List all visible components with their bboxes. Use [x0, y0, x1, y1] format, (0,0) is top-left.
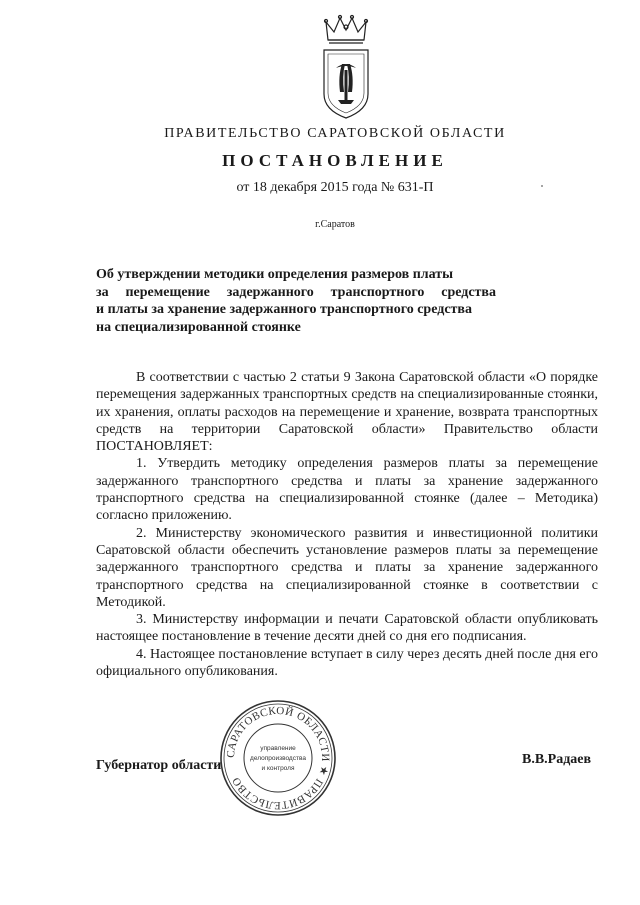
signatory-name: В.В.Радаев	[522, 752, 592, 767]
signatory-position: Губернатор области	[96, 758, 222, 773]
stamp-center-line: и контроля	[261, 765, 295, 772]
resolution-item: 3. Министерству информации и печати Саратовской области опубликовать настоящее постановление в течение десяти дней со дня его подписания.	[96, 612, 598, 645]
stamp-center-line: делопроизводства	[250, 755, 306, 762]
document-type-title: ПОСТАНОВЛЕНИЕ	[222, 151, 448, 170]
subject-line: за перемещение задержанного транспортного средства	[96, 284, 496, 300]
resolution-item: 1. Утвердить методику определения размеров платы за перемещение задержанного транспортного средства и платы за хранение задержанного транспортного средства на специализированной стоянке (далее – Методика) согласно приложению.	[96, 456, 598, 524]
document-subject	[96, 266, 496, 336]
scan-speck	[541, 185, 543, 187]
government-name: ПРАВИТЕЛЬСТВО САРАТОВСКОЙ ОБЛАСТИ	[164, 126, 506, 141]
stamp-ring-text: САРАТОВСКОЙ ОБЛАСТИ ★ ПРАВИТЕЛЬСТВО	[224, 704, 332, 812]
preamble-paragraph: В соответствии с частью 2 статьи 9 Закона Саратовской области «О порядке перемещения задержанных транспортных средств на специализированные стоянки, их хранения, оплаты расходов на перемещение и хранение, возврата транспортных средств на территории Саратовской области» Правительство области ПОСТАНОВЛЯЕТ:	[96, 370, 598, 455]
subject-line: и платы за хранение задержанного транспортного средства	[96, 302, 472, 317]
stamp-center-line: управление	[260, 745, 296, 752]
document-date-number: от 18 декабря 2015 года № 631-П	[236, 180, 434, 195]
subject-line: на специализированной стоянке	[96, 319, 301, 335]
resolution-item: 4. Настоящее постановление вступает в силу через десять дней после дня его официального опубликования.	[96, 646, 598, 680]
coat-of-arms-icon	[318, 12, 374, 122]
official-stamp	[218, 698, 338, 818]
resolution-item: 2. Министерству экономического развития и инвестиционной политики Саратовской области обеспечить установление размеров платы за перемещение задержанного транспортного средства и платы за хранение задержанного транспортного средства на специализированной стоянке в соответствии с Методикой.	[96, 525, 598, 610]
document-body	[96, 369, 598, 680]
document-city: г.Саратов	[315, 219, 355, 230]
subject-line: Об утверждении методики определения размеров платы	[96, 267, 454, 282]
